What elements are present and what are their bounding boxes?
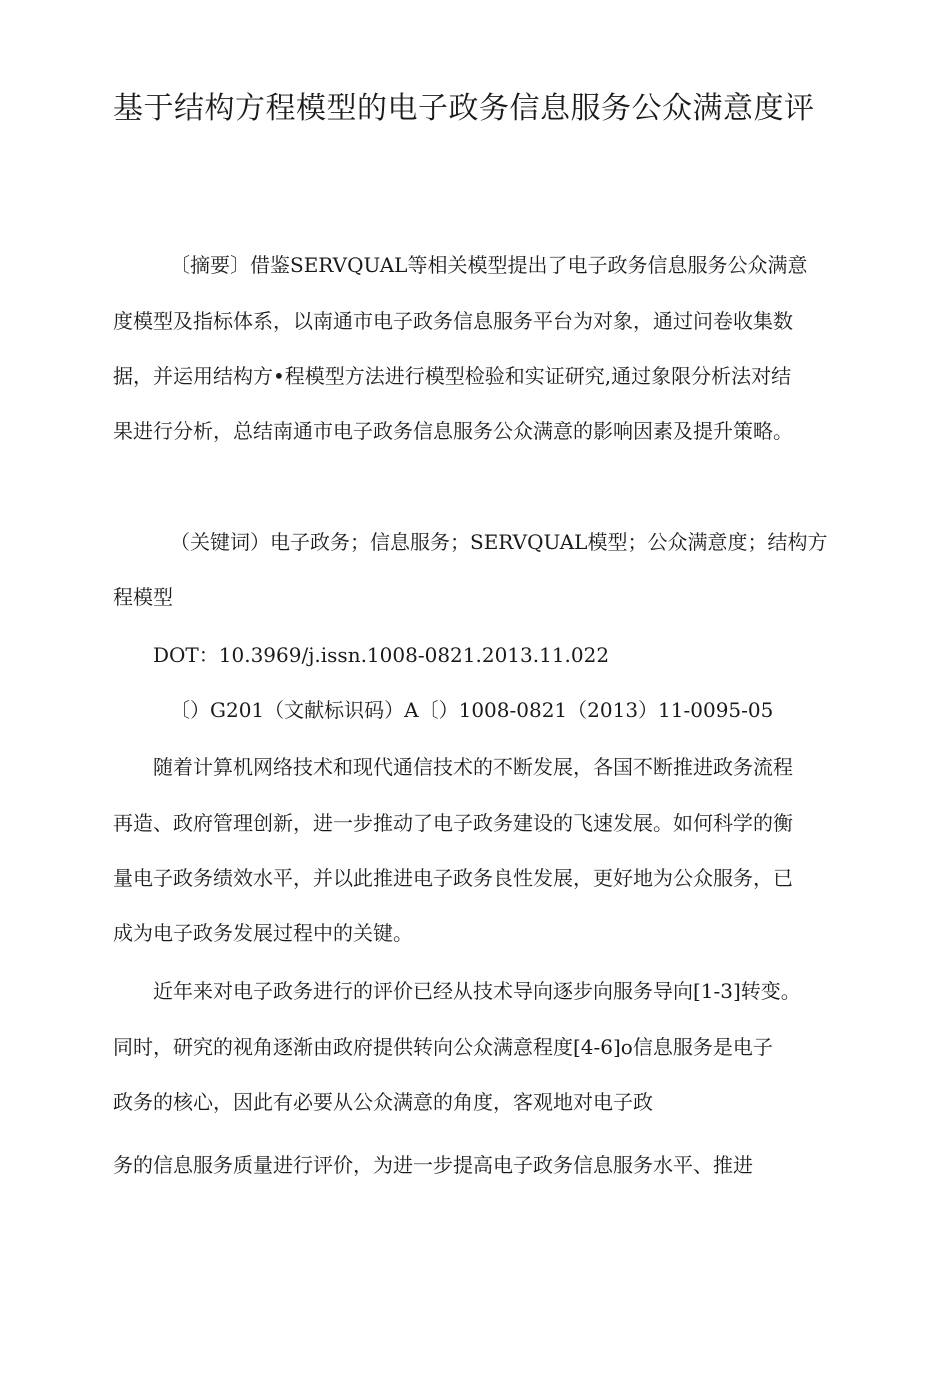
body-paragraph-line: 量电子政务绩效水平，并以此推进电子政务良性发展，更好地为公众服务，已 [113, 866, 793, 890]
body-paragraph-line: 政务的核心，因此有必要从公众满意的角度，客观地对电子政 [113, 1090, 653, 1114]
abstract-line: 〔摘要〕借鉴SERVQUAL等相关模型提出了电子政务信息服务公众满意 [170, 253, 808, 277]
abstract-line: 据，并运用结构方•程模型方法进行模型检验和实证研究,通过象限分析法对结 [113, 364, 792, 388]
body-paragraph-line: 随着计算机网络技术和现代通信技术的不断发展，各国不断推进政务流程 [153, 755, 793, 779]
keywords-line: 程模型 [113, 585, 173, 609]
body-paragraph-line: 务的信息服务质量进行评价，为进一步提高电子政务信息服务水平、推进 [113, 1153, 753, 1177]
abstract-line: 果进行分析，总结南通市电子政务信息服务公众满意的影响因素及提升策略。 [113, 419, 793, 443]
body-paragraph-line: 近年来对电子政务进行的评价已经从技术导向逐步向服务导向[1-3]转变。 [153, 979, 801, 1003]
classification-line: 〔）G201（文献标识码）A〔）1008-0821（2013）11-0095-05 [170, 698, 774, 722]
body-paragraph-line: 成为电子政务发展过程中的关键。 [113, 921, 413, 945]
body-paragraph-line: 同时，研究的视角逐渐由政府提供转向公众满意程度[4-6]o信息服务是电子 [113, 1035, 773, 1059]
abstract-line: 度模型及指标体系，以南通市电子政务信息服务平台为对象，通过问卷收集数 [113, 309, 793, 333]
document-title: 基于结构方程模型的电子政务信息服务公众满意度评 [113, 91, 815, 126]
body-paragraph-line: 再造、政府管理创新，进一步推动了电子政务建设的飞速发展。如何科学的衡 [113, 811, 793, 835]
keywords-line: （关键词）电子政务；信息服务；SERVQUAL模型；公众满意度；结构方 [170, 530, 828, 554]
doi-line: DOT：10.3969/j.issn.1008-0821.2013.11.022 [153, 643, 610, 667]
